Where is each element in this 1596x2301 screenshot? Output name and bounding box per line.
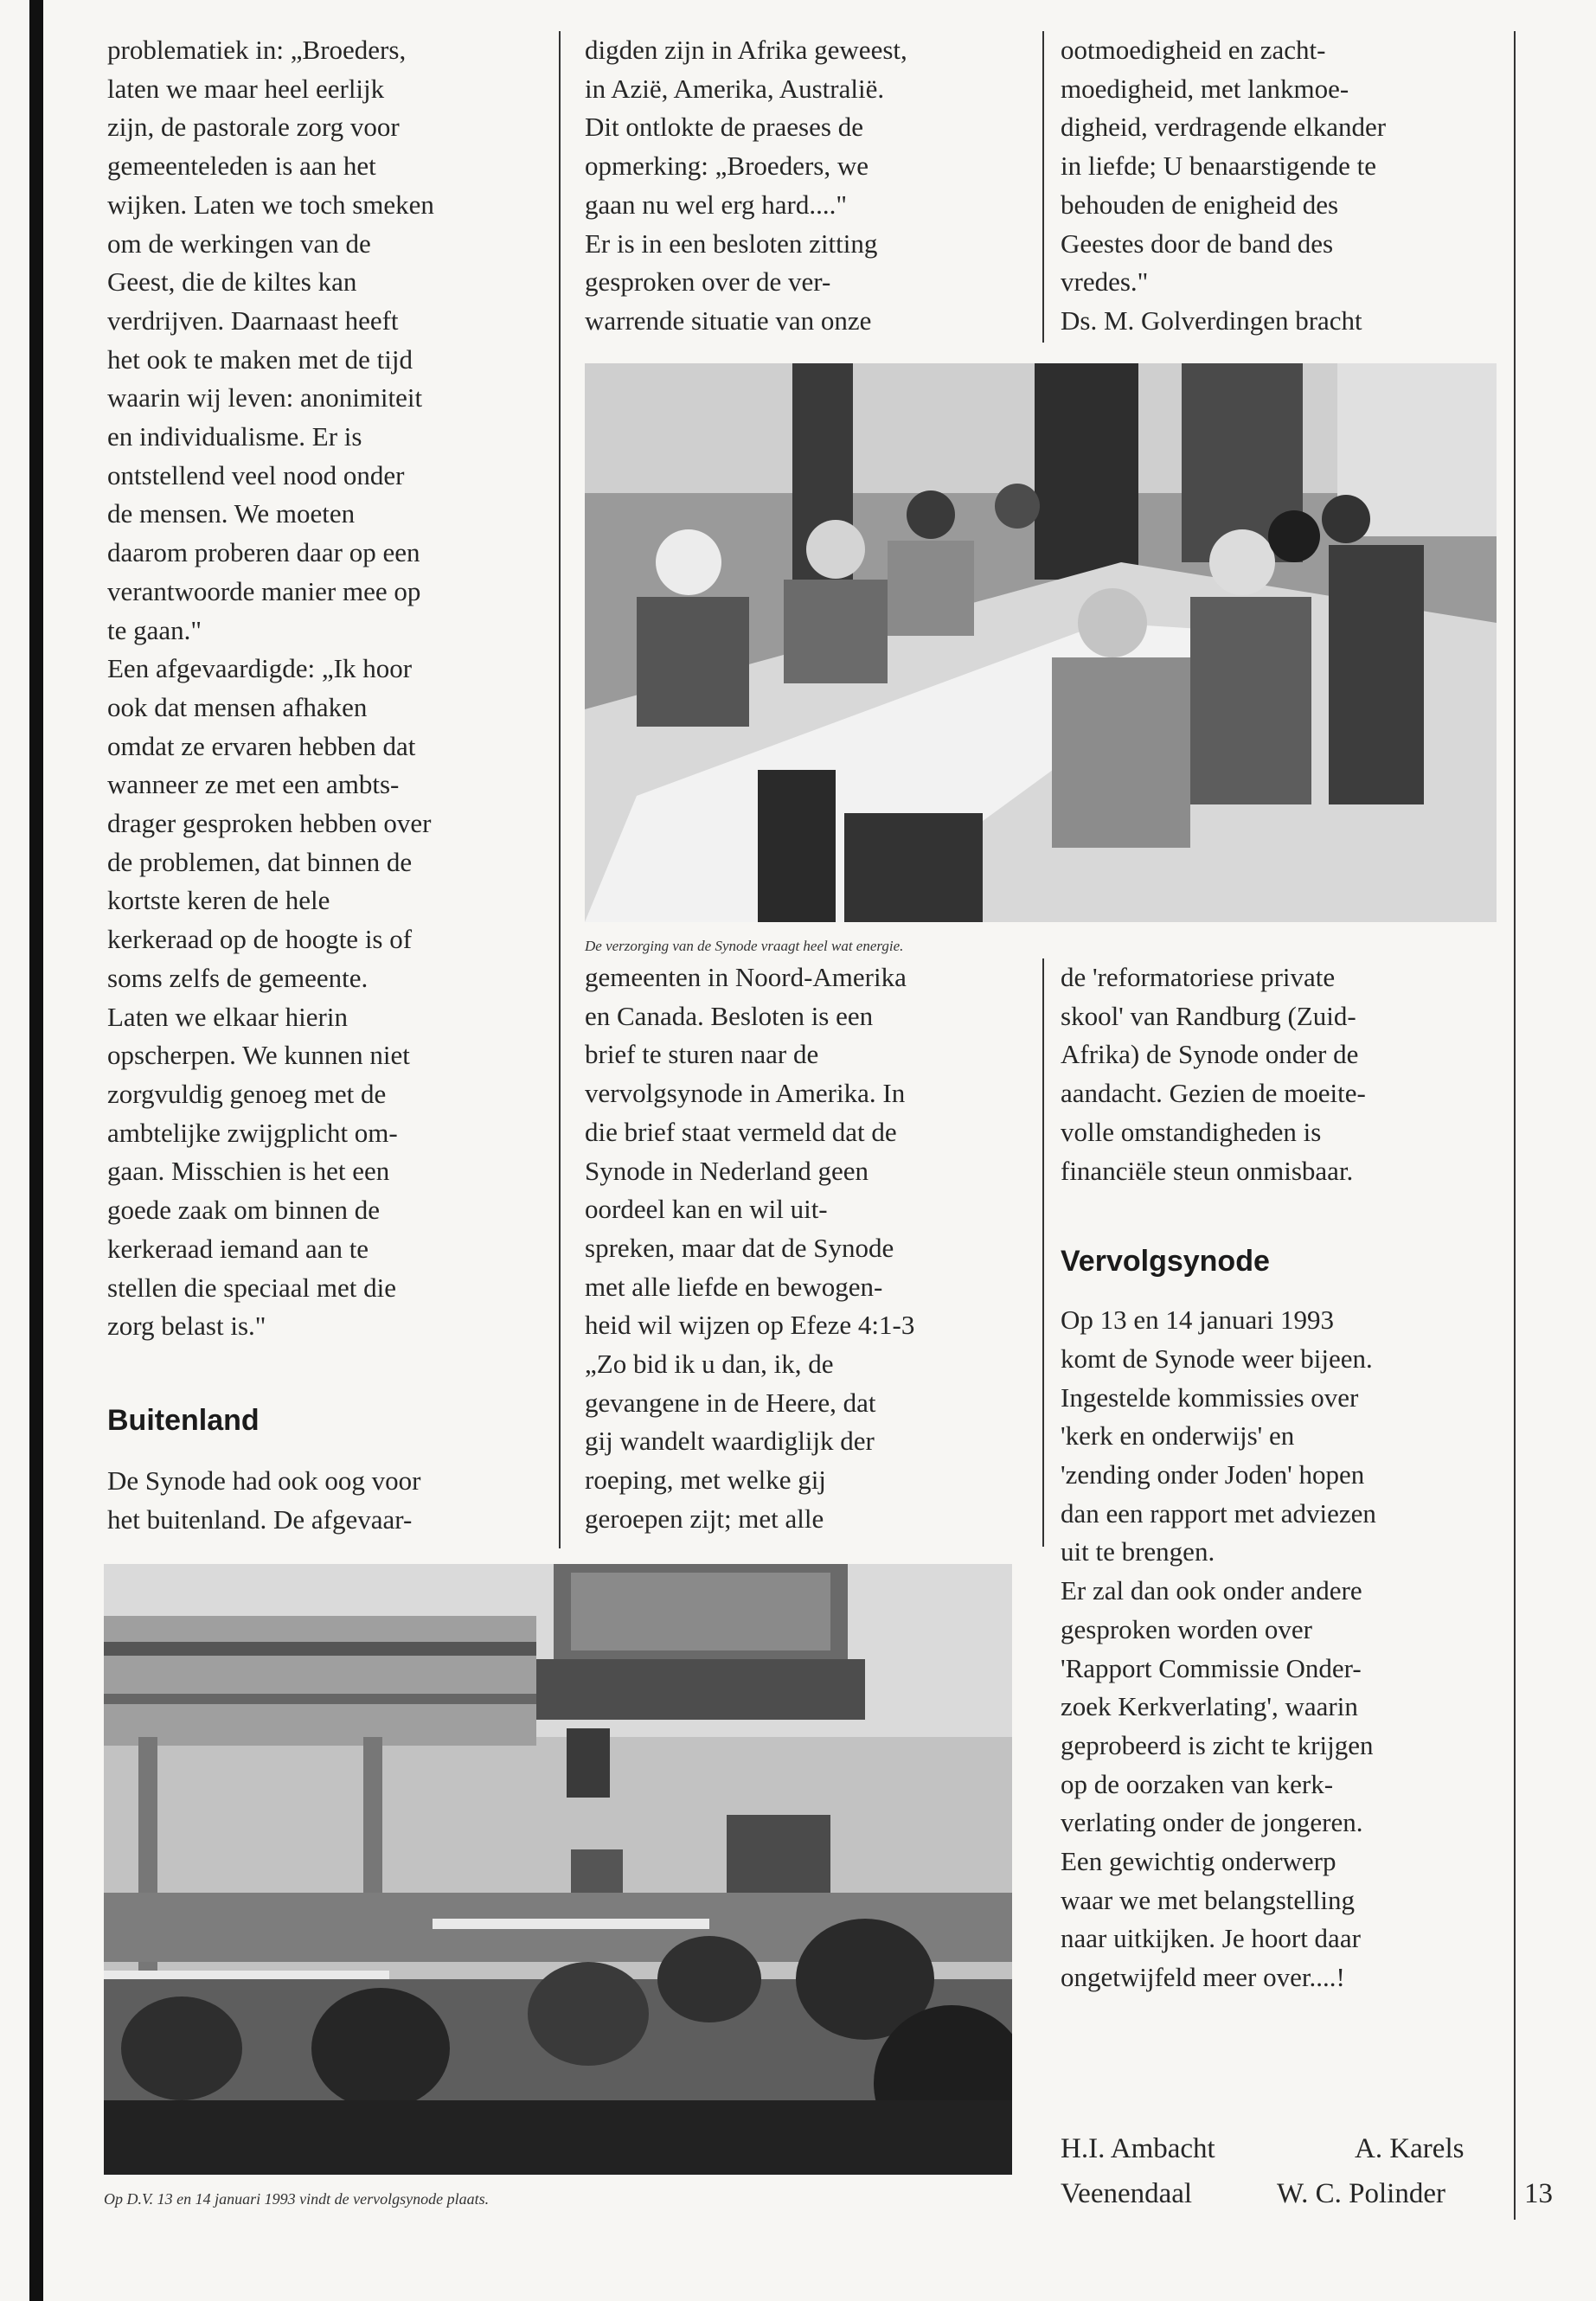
signature-name-2: W. C. Polinder <box>1277 2178 1445 2209</box>
signature-place-1: H.I. Ambacht <box>1061 2133 1215 2164</box>
column-right-top <box>1061 31 1510 341</box>
text-lines-col1 <box>107 31 548 1346</box>
text-line: Op 13 en 14 januari 1993 <box>1061 1304 1334 1336</box>
text-line: verantwoorde manier mee op <box>107 575 421 606</box>
photo-synod-dinner-image <box>585 363 1497 922</box>
text-line: wijken. Laten we toch smeken <box>107 189 434 220</box>
text-line: moedigheid, met lankmoe- <box>1061 73 1349 104</box>
text-line: stellen die speciaal met die <box>107 1272 396 1303</box>
text-line: verlating onder de jongeren. <box>1061 1807 1363 1838</box>
text-line: oordeel kan en wil uit- <box>585 1194 828 1225</box>
text-line: brief te sturen naar de <box>585 1039 819 1070</box>
text-line: en individualisme. Er is <box>107 421 362 452</box>
text-line: zorg belast is." <box>107 1311 266 1342</box>
text-line: gevangene in de Heere, dat <box>585 1387 876 1418</box>
heading-vervolgsynode: Vervolgsynode <box>1061 1245 1270 1279</box>
text-lines-col3-mid <box>1061 958 1510 1190</box>
text-line: gesproken over de ver- <box>585 266 831 298</box>
text-line: vredes." <box>1061 266 1149 298</box>
text-line: De Synode had ook oog voor <box>107 1465 421 1496</box>
text-line: de mensen. We moeten <box>107 498 356 529</box>
column-middle-bottom <box>585 958 1035 1539</box>
text-line: digden zijn in Afrika geweest, <box>585 35 907 65</box>
text-line: gemeenten in Noord-Amerika <box>585 962 907 992</box>
column-divider <box>559 31 561 1548</box>
text-line: soms zelfs de gemeente. <box>107 962 369 993</box>
text-line: ambtelijke zwijgplicht om- <box>107 1117 398 1148</box>
photo-synod-hall-image <box>104 1564 1012 2175</box>
text-line: Dit ontlokte de praeses de <box>585 112 863 143</box>
text-line: roeping, met welke gij <box>585 1465 826 1496</box>
text-line: omdat ze ervaren hebben dat <box>107 730 416 761</box>
text-line: Een afgevaardigde: „Ik hoor <box>107 653 413 684</box>
text-line: gemeenteleden is aan het <box>107 151 376 182</box>
page-edge-bar <box>29 0 43 2301</box>
text-line: op de oorzaken van kerk- <box>1061 1768 1334 1799</box>
text-lines-col3-mid-b <box>1061 1301 1510 1997</box>
text-line: kerkeraad op de hoogte is of <box>107 924 413 955</box>
text-line: volle omstandigheden is <box>1061 1116 1322 1147</box>
text-lines-col1-b <box>107 1462 548 1539</box>
text-line: Synode in Nederland geen <box>585 1155 869 1186</box>
text-line: Geest, die de kiltes kan <box>107 266 357 298</box>
text-line: aandacht. Gezien de moeite- <box>1061 1078 1366 1109</box>
text-line: gaan nu wel erg hard...." <box>585 189 848 220</box>
text-line: Er is in een besloten zitting <box>585 228 878 259</box>
text-line: de 'reformatoriese private <box>1061 962 1336 992</box>
text-line: met alle liefde en bewogen- <box>585 1271 883 1302</box>
text-line: gaan. Misschien is het een <box>107 1156 390 1187</box>
column-divider <box>1042 31 1044 343</box>
text-line: 'Rapport Commissie Onder- <box>1061 1652 1362 1683</box>
text-line: die brief staat vermeld dat de <box>585 1116 897 1147</box>
column-middle-top <box>585 31 1035 341</box>
text-line: waar we met belangstelling <box>1061 1884 1356 1915</box>
text-line: ongetwijfeld meer over....! <box>1061 1962 1345 1993</box>
text-line: verdrijven. Daarnaast heeft <box>107 304 399 336</box>
text-line: opmerking: „Broeders, we <box>585 151 869 182</box>
text-lines-col2-mid <box>585 958 1035 1539</box>
text-line: Afrika) de Synode onder de <box>1061 1039 1359 1070</box>
text-line: zijn, de pastorale zorg voor <box>107 112 400 143</box>
text-line: gij wandelt waardiglijk der <box>585 1426 875 1457</box>
text-line: behouden de enigheid des <box>1061 189 1339 220</box>
signature-place-2: Veenendaal <box>1061 2178 1193 2209</box>
text-line: naar uitkijken. Je hoort daar <box>1061 1923 1361 1954</box>
text-line: financiële steun onmisbaar. <box>1061 1155 1354 1186</box>
text-line: drager gesproken hebben over <box>107 808 432 839</box>
photo-caption-hall: Op D.V. 13 en 14 januari 1993 vindt de vervolgsynode plaats. <box>104 2190 490 2208</box>
text-line: en Canada. Besloten is een <box>585 1000 874 1031</box>
text-line: Ingestelde kommissies over <box>1061 1381 1359 1413</box>
text-line: te gaan." <box>107 614 202 645</box>
text-line: digheid, verdragende elkander <box>1061 112 1387 143</box>
text-line: daarom proberen daar op een <box>107 537 420 568</box>
photo-caption-dinner: De verzorging van de Synode vraagt heel wat energie. <box>585 938 904 954</box>
text-line: het buitenland. De afgevaar- <box>107 1503 413 1535</box>
text-line: het ook te maken met de tijd <box>107 343 413 375</box>
text-line: kerkeraad iemand aan te <box>107 1233 369 1264</box>
column-divider <box>1514 31 1516 2220</box>
text-line: in Azië, Amerika, Australië. <box>585 73 885 104</box>
text-line: komt de Synode weer bijeen. <box>1061 1343 1373 1374</box>
column-left <box>107 31 548 1539</box>
page-number: 13 <box>1524 2178 1553 2209</box>
text-line: Een gewichtig onderwerp <box>1061 1846 1336 1877</box>
text-line: zoek Kerkverlating', waarin <box>1061 1691 1358 1722</box>
text-line: warrende situatie van onze <box>585 304 872 336</box>
text-line: vervolgsynode in Amerika. In <box>585 1078 906 1109</box>
text-line: heid wil wijzen op Efeze 4:1-3 <box>585 1310 915 1341</box>
text-lines-col3-top <box>1061 31 1510 341</box>
text-line: laten we maar heel eerlijk <box>107 73 385 104</box>
text-lines-col2-top <box>585 31 1035 341</box>
text-line: waarin wij leven: anonimiteit <box>107 382 423 413</box>
signature-name-1: A. Karels <box>1355 2133 1465 2164</box>
text-line: zorgvuldig genoeg met de <box>107 1078 387 1109</box>
text-line: ook dat mensen afhaken <box>107 691 368 722</box>
heading-buitenland: Buitenland <box>107 1403 260 1437</box>
text-line: ontstellend veel nood onder <box>107 459 405 490</box>
text-line: dan een rapport met adviezen <box>1061 1497 1376 1529</box>
photo-synod-hall <box>104 1564 1012 2175</box>
text-line: in liefde; U benaarstigende te <box>1061 151 1376 182</box>
text-line: gesproken worden over <box>1061 1613 1312 1644</box>
photo-synod-dinner <box>585 363 1497 922</box>
text-line: ootmoedigheid en zacht- <box>1061 35 1326 65</box>
column-right-bottom <box>1061 958 1510 1997</box>
text-line: opscherpen. We kunnen niet <box>107 1040 410 1071</box>
text-line: geroepen zijt; met alle <box>585 1503 824 1534</box>
text-line: goede zaak om binnen de <box>107 1195 381 1226</box>
text-line: om de werkingen van de <box>107 228 371 259</box>
text-line: 'zending onder Joden' hopen <box>1061 1459 1365 1490</box>
text-line: de problemen, dat binnen de <box>107 846 413 877</box>
text-line: Ds. M. Golverdingen bracht <box>1061 304 1362 336</box>
text-line: Laten we elkaar hierin <box>107 1001 348 1032</box>
text-line: wanneer ze met een ambts- <box>107 769 400 800</box>
text-line: 'kerk en onderwijs' en <box>1061 1420 1295 1452</box>
column-divider <box>1042 958 1044 1547</box>
text-line: spreken, maar dat de Synode <box>585 1232 894 1263</box>
text-line: Geestes door de band des <box>1061 228 1334 259</box>
text-line: problematiek in: „Broeders, <box>107 35 407 65</box>
text-line: „Zo bid ik u dan, ik, de <box>585 1349 834 1380</box>
text-line: Er zal dan ook onder andere <box>1061 1575 1362 1606</box>
text-line: uit te brengen. <box>1061 1536 1215 1567</box>
text-line: skool' van Randburg (Zuid- <box>1061 1000 1356 1031</box>
text-line: geprobeerd is zicht te krijgen <box>1061 1729 1374 1760</box>
text-line: kortste keren de hele <box>107 885 330 916</box>
